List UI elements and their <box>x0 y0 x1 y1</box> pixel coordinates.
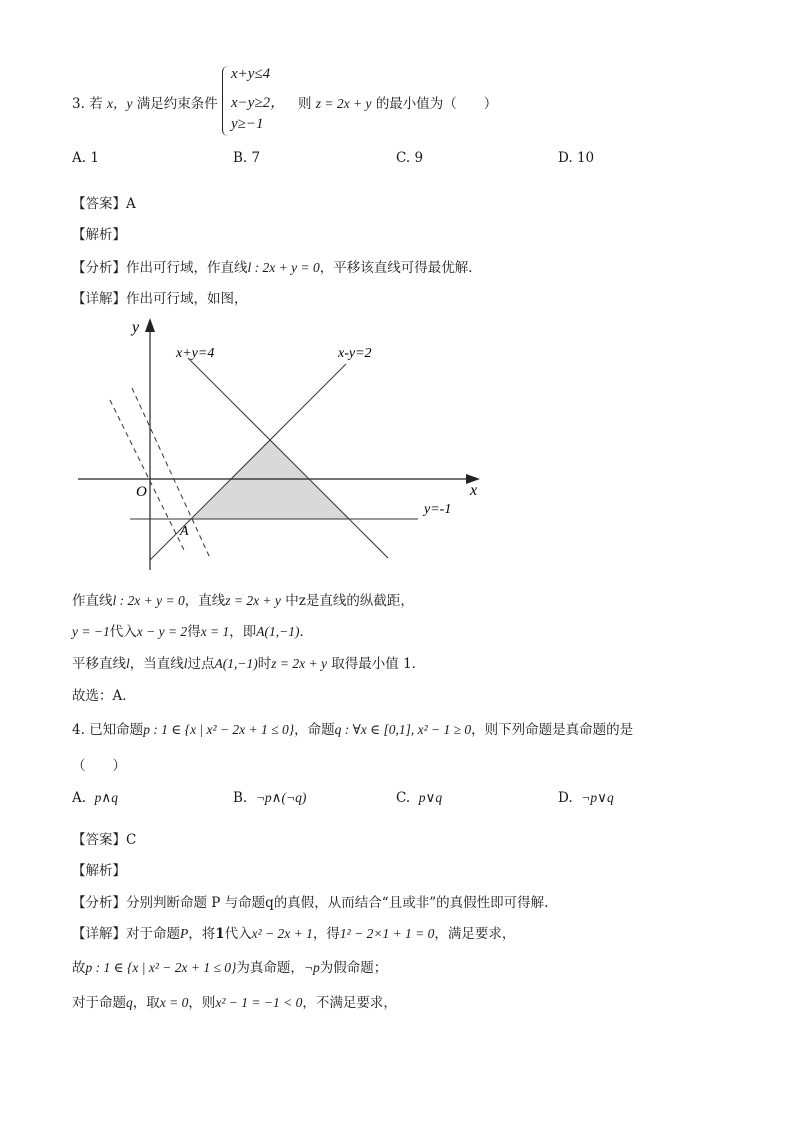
q3-constraint-3: y≥−1 <box>231 116 264 132</box>
q3-fenxi-tag: 【分析】 <box>72 260 126 276</box>
q4-xiangjie-tag: 【详解】 <box>72 926 126 942</box>
q3-option-d: D. 10 <box>558 150 595 166</box>
q3-stem <box>72 92 218 112</box>
q3-xiangjie-tag: 【详解】 <box>72 291 126 307</box>
q4-option-c: C. p∨q <box>396 790 443 806</box>
q3-stem-pre: 若 <box>89 96 103 112</box>
q3-option-b: B. 7 <box>233 150 261 166</box>
q3-stem-post: 的最小值为（ ） <box>375 96 498 112</box>
q4-answer-value: C <box>126 832 137 848</box>
q3-option-c: C. 9 <box>396 150 424 166</box>
q3-stem-mid: 满足约束条件 <box>136 96 218 112</box>
line-x-plus-y-4 <box>188 358 388 558</box>
q3-stem-tail <box>298 92 497 112</box>
q3-fenxi: 【分析】作出可行域，作直线l : 2x + y = 0，平移该直线可得最优解． <box>72 260 482 276</box>
q3-stem-post-pre: 则 <box>298 96 312 112</box>
q4-option-b: B. ¬p∧(¬q) <box>233 790 307 806</box>
q3-xiangjie: 【详解】作出可行域，如图， <box>72 291 248 307</box>
q3-conclusion: 故选：A． <box>72 688 136 704</box>
q4-stem: 4. 已知命题p : 1 ∈ {x | x² − 2x + 1 ≤ 0}，命题q : ∀x ∈ [0,1], x² − 1 ≥ 0，则下列命题是真命题的是 <box>72 722 634 738</box>
dashed-line-l-shifted <box>132 388 210 558</box>
origin-label: O <box>136 484 147 500</box>
line3-label: y=-1 <box>424 502 452 517</box>
q3-number: 3. <box>72 96 85 112</box>
feasible-region-figure <box>70 312 490 580</box>
q4-paren: （ ） <box>72 758 126 774</box>
q3-constraint-1: x+y≤4 <box>231 66 271 82</box>
q4-fenxi: 【分析】分别判断命题 P 与命题q的真假，从而结合“且或非”的真假性即可得解. <box>72 895 549 911</box>
x-axis-label: x <box>470 482 478 499</box>
q3-option-a: A. 1 <box>72 150 99 166</box>
q4-number: 4. <box>72 722 85 738</box>
q4-detail-2: 故p : 1 ∈ {x | x² − 2x + 1 ≤ 0}为真命题，¬p为假命题； <box>72 960 388 976</box>
q4-option-d: D. ¬p∨q <box>558 790 614 806</box>
q4-option-a: A. p∧q <box>72 790 119 806</box>
q4-fenxi-tag: 【分析】 <box>72 895 126 911</box>
q4-answer <box>72 828 136 848</box>
q3-answer-tag: 【答案】 <box>72 196 126 212</box>
q3-answer-value: A <box>126 196 136 212</box>
q3-objective: z = 2x + y <box>315 96 372 111</box>
q3-analysis-tag: 【解析】 <box>72 227 126 243</box>
q4-answer-tag: 【答案】 <box>72 832 126 848</box>
y-axis-arrow <box>145 318 155 332</box>
line1-label: x+y=4 <box>176 346 215 361</box>
q3-constraint-brace <box>222 66 231 136</box>
q3-step-1: 作直线l : 2x + y = 0，直线z = 2x + y 中z是直线的纵截距， <box>72 593 414 609</box>
q4-detail-1: 【详解】对于命题P，将1代入x² − 2x + 1，得1² − 2×1 + 1 = 0，满足要求， <box>72 926 516 942</box>
q3-vars: x，y <box>106 96 133 111</box>
q3-answer <box>72 192 136 212</box>
q4-q-definition: q : ∀x ∈ [0,1], x² − 1 ≥ 0 <box>334 722 472 737</box>
q4-p-definition: p : 1 ∈ {x | x² − 2x + 1 ≤ 0} <box>143 722 295 737</box>
line2-label: x-y=2 <box>338 346 372 361</box>
y-axis-label: y <box>132 319 140 336</box>
point-a-label: A <box>180 524 189 539</box>
q3-constraint-2: x−y≥2， <box>231 95 286 111</box>
q3-step-3: 平移直线l，当直线l过点A(1,−1)时z = 2x + y 取得最小值 1． <box>72 656 426 672</box>
q4-analysis-tag: 【解析】 <box>72 863 126 879</box>
q4-detail-3: 对于命题q，取x = 0，则x² − 1 = −1 < 0，不满足要求， <box>72 995 397 1011</box>
q3-step-2: y = −1代入x − y = 2得x = 1，即A(1,−1)． <box>72 624 314 640</box>
